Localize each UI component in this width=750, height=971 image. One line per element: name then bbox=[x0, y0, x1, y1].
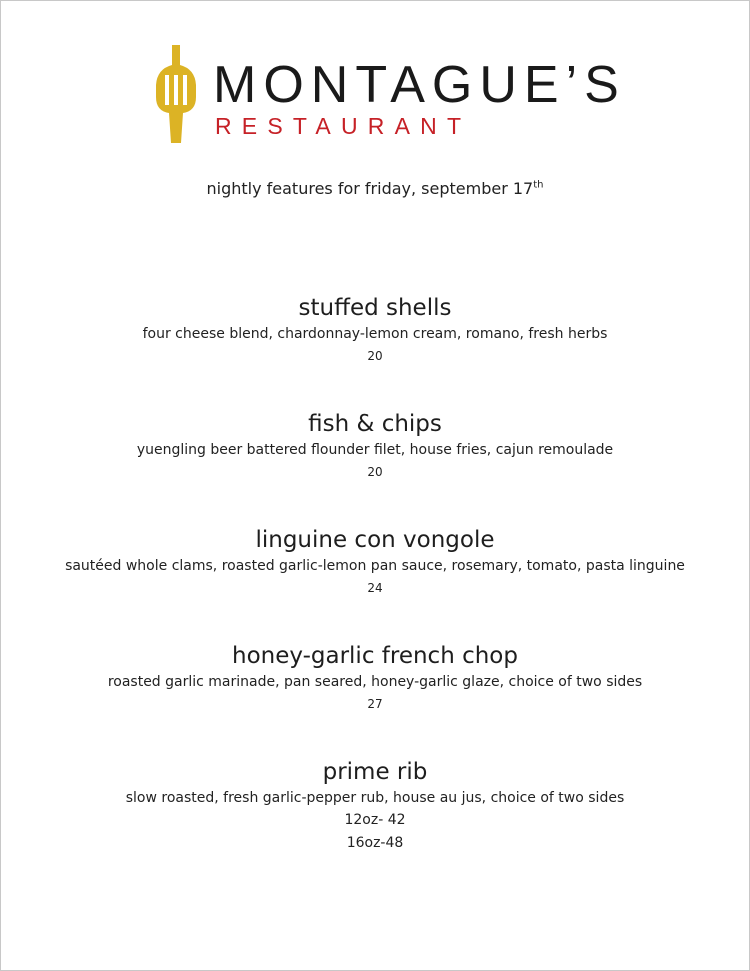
menu-item bbox=[1, 409, 749, 525]
bottle-fork-icon bbox=[155, 45, 197, 145]
menu-item bbox=[1, 293, 749, 409]
menu-item bbox=[1, 641, 749, 757]
item-name: fish & chips bbox=[308, 411, 442, 437]
restaurant-logo bbox=[155, 45, 626, 145]
item-description: four cheese blend, chardonnay-lemon cream, romano, fresh herbs bbox=[142, 326, 608, 342]
menu-item bbox=[1, 525, 749, 641]
item-price: 20 bbox=[367, 465, 383, 479]
item-name: linguine con vongole bbox=[255, 527, 495, 553]
restaurant-subtitle: RESTAURANT bbox=[215, 113, 472, 139]
menu-item bbox=[1, 757, 749, 873]
item-description: yuengling beer battered flounder filet, house fries, cajun remoulade bbox=[136, 442, 614, 458]
item-price: 20 bbox=[367, 349, 383, 363]
item-name: honey-garlic french chop bbox=[232, 643, 518, 669]
item-description: slow roasted, fresh garlic-pepper rub, house au jus, choice of two sides bbox=[125, 790, 625, 806]
item-description: roasted garlic marinade, pan seared, honey-garlic glaze, choice of two sides bbox=[107, 674, 643, 690]
item-name: stuffed shells bbox=[298, 295, 452, 321]
features-date-text: nightly features for friday, september 17 bbox=[206, 179, 534, 198]
item-price-12oz: 12oz- 42 bbox=[344, 812, 406, 828]
menu-list bbox=[1, 293, 749, 873]
item-description: sautéed whole clams, roasted garlic-lemon pan sauce, rosemary, tomato, pasta linguine bbox=[65, 558, 685, 574]
restaurant-name: MONTAGUE’S bbox=[213, 56, 626, 114]
item-name: prime rib bbox=[322, 759, 428, 785]
date-ordinal-suffix: th bbox=[533, 179, 544, 191]
item-price: 27 bbox=[367, 697, 383, 711]
item-price-16oz: 16oz-48 bbox=[346, 835, 404, 851]
item-price: 24 bbox=[367, 581, 383, 595]
nightly-features-heading bbox=[1, 179, 749, 198]
